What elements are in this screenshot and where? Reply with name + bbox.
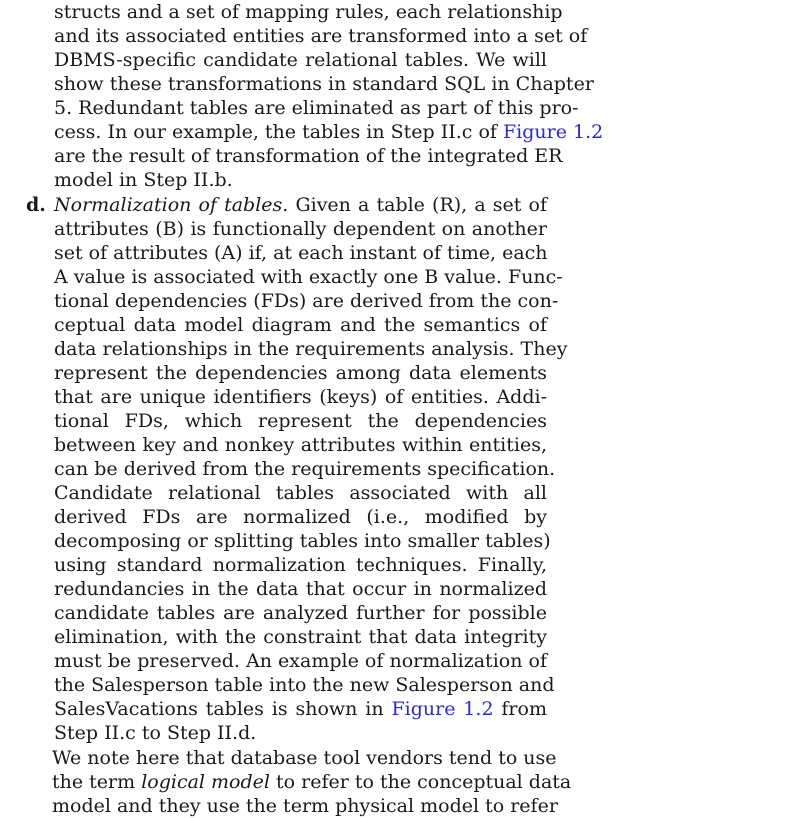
text-span: from <box>493 698 547 720</box>
text-line: model and they use the term physical model to refer <box>52 795 558 817</box>
text-line <box>54 193 547 217</box>
text-line: the Salesperson table into the new Salesperson and <box>54 674 555 696</box>
text-line: between key and nonkey attributes within entities, <box>54 434 547 456</box>
text-line: show these transformations in standard SQL in Chapter <box>54 73 594 95</box>
figure-link[interactable]: Figure 1.2 <box>503 121 604 143</box>
text-line <box>54 697 547 721</box>
text-line <box>52 770 572 794</box>
text-line: redundancies in the data that occur in normalized <box>54 578 547 600</box>
text-line: elimination, with the constraint that data integrity <box>54 626 547 648</box>
text-line: DBMS-specific candidate relational tables. We will <box>54 49 547 71</box>
text-line: 5. Redundant tables are eliminated as part of this pro- <box>54 97 579 119</box>
text-line: represent the dependencies among data elements <box>54 362 547 384</box>
text-line: ceptual data model diagram and the semantics of <box>54 314 547 336</box>
text-line: are the result of transformation of the integrated ER <box>54 145 563 167</box>
text-line: using standard normalization techniques. Finally, <box>54 554 547 576</box>
text-line: tional FDs, which represent the dependencies <box>54 410 547 432</box>
text-span: SalesVacations tables is shown in <box>54 698 392 720</box>
text-span: cess. In our example, the tables in Step II.c of <box>54 121 503 143</box>
text-line: model in Step II.b. <box>54 169 233 191</box>
figure-link[interactable]: Figure 1.2 <box>391 698 494 720</box>
text-span: the term <box>52 771 142 793</box>
text-line: attributes (B) is functionally dependent on another <box>54 218 547 240</box>
text-line: tional dependencies (FDs) are derived from the con- <box>54 290 559 312</box>
text-span: Given a table (R), a set of <box>288 194 548 216</box>
text-line: Step II.c to Step II.d. <box>54 722 257 744</box>
text-line: and its associated entities are transformed into a set of <box>54 25 588 47</box>
text-line: set of attributes (A) if, at each instant of time, each <box>54 242 548 264</box>
item-title: Normalization of tables. <box>54 194 289 216</box>
text-line: structs and a set of mapping rules, each relationship <box>54 1 563 23</box>
text-line: must be preserved. An example of normalization of <box>54 650 547 672</box>
emphasis-term: logical model <box>141 771 270 793</box>
text-line: We note here that database tool vendors tend to use <box>52 747 557 769</box>
text-line: can be derived from the requirements specification. <box>54 458 556 480</box>
text-line: Candidate relational tables associated with all <box>54 482 547 504</box>
text-line: derived FDs are normalized (i.e., modified by <box>54 506 547 528</box>
text-span: to refer to the conceptual data <box>269 771 572 793</box>
list-marker: d. <box>26 194 46 216</box>
text-line: data relationships in the requirements analysis. They <box>54 338 568 360</box>
text-line <box>54 120 604 144</box>
text-line: decomposing or splitting tables into smaller tables) <box>54 530 551 552</box>
text-line: A value is associated with exactly one B value. Func- <box>54 266 563 288</box>
text-line: that are unique identifiers (keys) of entities. Addi- <box>54 386 547 408</box>
text-line: candidate tables are analyzed further for possible <box>54 602 547 624</box>
